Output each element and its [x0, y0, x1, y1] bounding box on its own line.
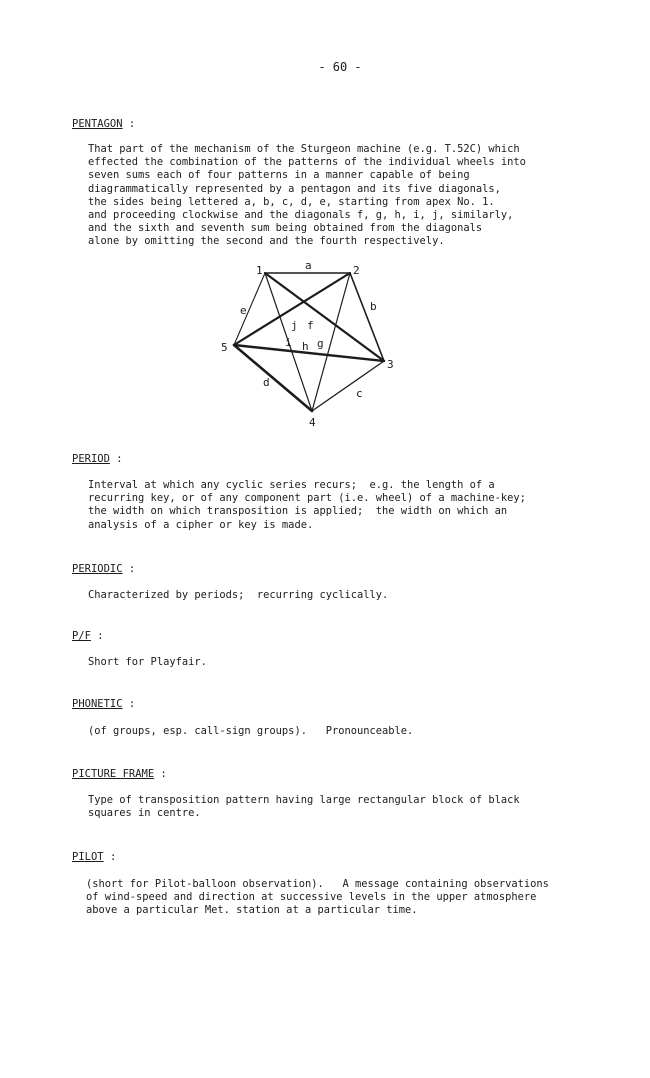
definition-line: effected the combination of the patterns of the individual wheels into	[88, 156, 526, 169]
definition-phonetic	[88, 725, 413, 738]
term-label: PERIODIC	[72, 563, 123, 575]
diagonal-label: f	[307, 319, 314, 332]
definition-pentagon	[88, 143, 526, 249]
diagonal-5-3	[234, 345, 384, 361]
definition-line: That part of the mechanism of the Sturgeon machine (e.g. T.52C) which	[88, 143, 520, 155]
definition-line: Interval at which any cyclic series recurs; e.g. the length of a	[88, 479, 495, 491]
term-colon: :	[109, 851, 117, 863]
apex-label: 2	[353, 264, 360, 277]
diagonal-label: g	[317, 337, 324, 350]
definition-line: squares in centre.	[88, 807, 201, 820]
term-pilot	[72, 851, 116, 863]
term-colon: :	[128, 563, 136, 575]
term-colon: :	[97, 630, 104, 642]
apex-label: 4	[309, 416, 316, 429]
definition-line: above a particular Met. station at a particular time.	[86, 904, 418, 917]
term-label: PICTURE FRAME	[72, 768, 155, 780]
definition-period	[88, 479, 526, 532]
term-label: P/F	[72, 630, 91, 642]
term-pentagon	[72, 118, 135, 130]
definition-periodic	[88, 589, 388, 602]
term-pf	[72, 630, 104, 642]
definition-line: alone by omitting the second and the fourth respectively.	[88, 235, 445, 248]
apex-label: 3	[387, 358, 394, 371]
definition-line: and proceeding clockwise and the diagonals f, g, h, i, j, similarly,	[88, 209, 514, 222]
term-label: PERIOD	[72, 453, 110, 465]
page-number: - 60 -	[318, 60, 362, 74]
definition-picture-frame	[88, 794, 520, 820]
definition-pilot	[86, 878, 549, 918]
side-label: c	[356, 387, 363, 400]
term-colon: :	[116, 453, 123, 465]
term-label: PENTAGON	[72, 118, 123, 130]
term-label: PHONETIC	[72, 698, 123, 710]
apex-label: 5	[221, 341, 228, 354]
apex-label: 1	[256, 264, 263, 277]
definition-line: seven sums each of four patterns in a manner capable of being	[88, 169, 470, 182]
term-label: PILOT	[72, 851, 104, 863]
definition-line: (of groups, esp. call-sign groups). Pronounceable.	[88, 725, 414, 737]
term-colon: :	[128, 698, 136, 710]
term-phonetic	[72, 698, 135, 710]
definition-pf	[88, 656, 207, 669]
term-colon: :	[160, 768, 167, 780]
definition-line: the sides being lettered a, b, c, d, e, starting from apex No. 1.	[88, 195, 495, 208]
diagonal-label: i	[285, 336, 292, 349]
side-label: a	[305, 259, 312, 272]
diagonal-label: j	[291, 319, 298, 332]
definition-line: of wind-speed and direction at successive levels in the upper atmosphere	[86, 891, 537, 904]
term-periodic	[72, 563, 135, 575]
term-period	[72, 453, 123, 465]
side-label: d	[263, 376, 270, 389]
definition-line: Characterized by periods; recurring cyclically.	[88, 589, 389, 601]
definition-line: recurring key, or of any component part (i.e. wheel) of a machine-key;	[88, 492, 526, 505]
side-label: e	[240, 304, 247, 317]
definition-line: diagrammatically represented by a pentagon and its five diagonals,	[88, 182, 501, 195]
pentagon-diagram	[210, 258, 410, 433]
term-picture-frame	[72, 768, 167, 780]
definition-line: analysis of a cipher or key is made.	[88, 518, 314, 531]
definition-line: Type of transposition pattern having large rectangular block of black	[88, 794, 520, 806]
term-colon: :	[128, 118, 136, 130]
side-c	[312, 361, 384, 411]
definition-line: the width on which transposition is applied; the width on which an	[88, 505, 508, 518]
definition-line: Short for Playfair.	[88, 656, 207, 668]
side-label: b	[370, 300, 377, 313]
definition-line: and the sixth and seventh sum being obtained from the diagonals	[88, 222, 483, 235]
definition-line: (short for Pilot-balloon observation). A message containing observations	[86, 878, 549, 890]
diagonal-label: h	[302, 340, 309, 353]
